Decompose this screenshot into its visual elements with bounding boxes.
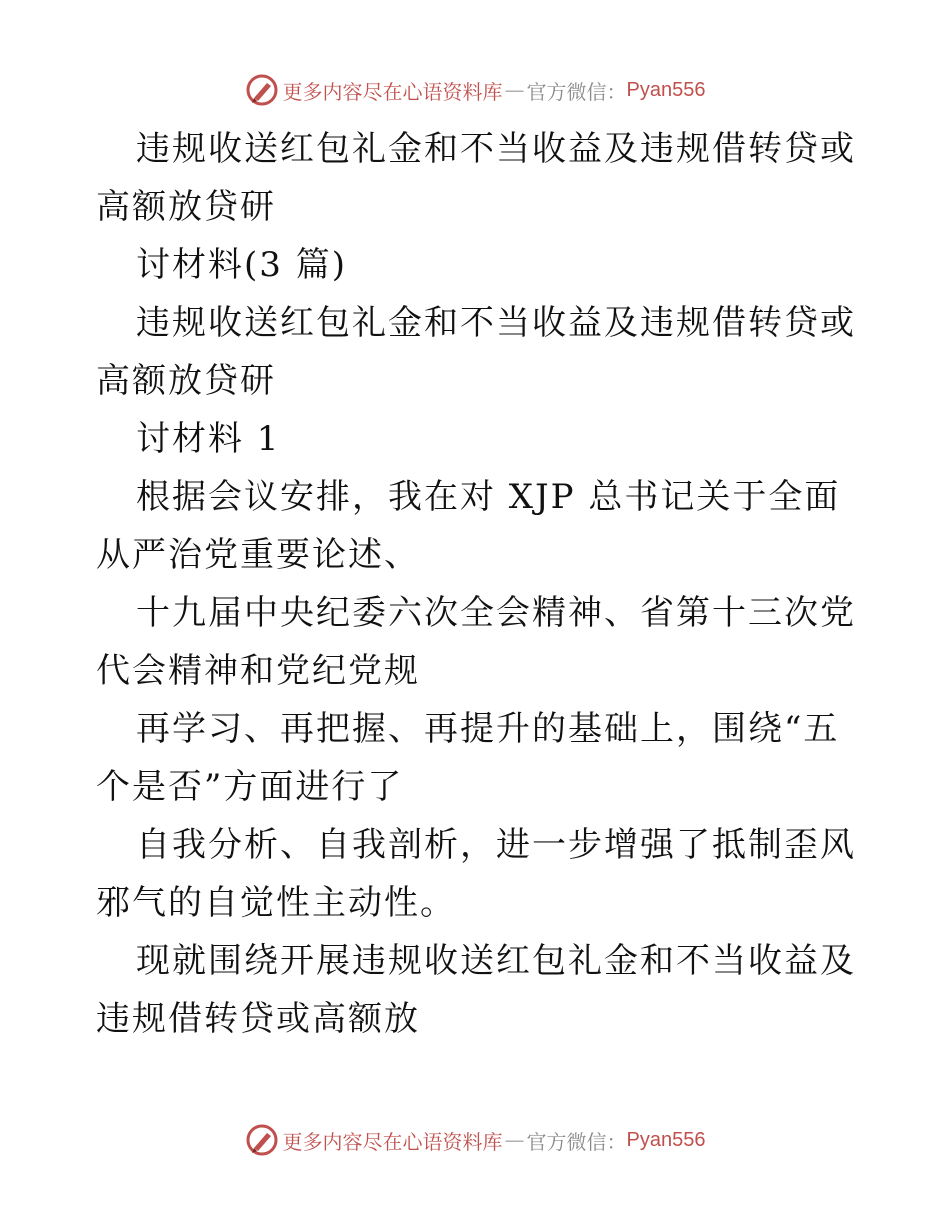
pen-logo-icon — [245, 73, 279, 107]
paragraph-title-1: 违规收送红包礼金和不当收益及违规借转贷或高额放贷研 — [96, 129, 856, 227]
paragraph-subtitle-2: 讨材料 1 — [136, 419, 281, 459]
watermark-label: 官方微信： — [526, 1129, 627, 1154]
watermark-dash: — — [504, 1128, 525, 1152]
header-watermark — [0, 70, 950, 110]
paragraph-body: 自我分析、自我剖析，进一步增强了抵制歪风邪气的自觉性主动性。 — [96, 825, 856, 923]
paragraph-subtitle-1: 违规收送红包礼金和不当收益及违规借转贷或高额放贷研 — [96, 303, 856, 401]
watermark-dash: — — [504, 78, 525, 102]
paragraph-body: 十九届中央纪委六次全会精神、省第十三次党代会精神和党纪党规 — [96, 593, 856, 691]
document-body — [96, 120, 856, 1048]
watermark-text: 更多内容尽在心语资料库 — [282, 1129, 503, 1154]
footer-watermark — [0, 1120, 950, 1160]
watermark-label: 官方微信： — [526, 79, 627, 104]
paragraph-title-2: 讨材料(3 篇) — [136, 245, 347, 285]
paragraph-body: 现就围绕开展违规收送红包礼金和不当收益及违规借转贷或高额放 — [96, 941, 856, 1039]
watermark-wechat-id: Pyan556 — [626, 78, 706, 101]
pen-logo-icon — [245, 1123, 279, 1157]
watermark-wechat-id: Pyan556 — [626, 1128, 706, 1151]
watermark-text: 更多内容尽在心语资料库 — [282, 79, 503, 104]
paragraph-body: 根据会议安排，我在对 XJP 总书记关于全面从严治党重要论述、 — [96, 477, 841, 575]
paragraph-body: 再学习、再把握、再提升的基础上，围绕“五个是否”方面进行了 — [96, 709, 840, 807]
